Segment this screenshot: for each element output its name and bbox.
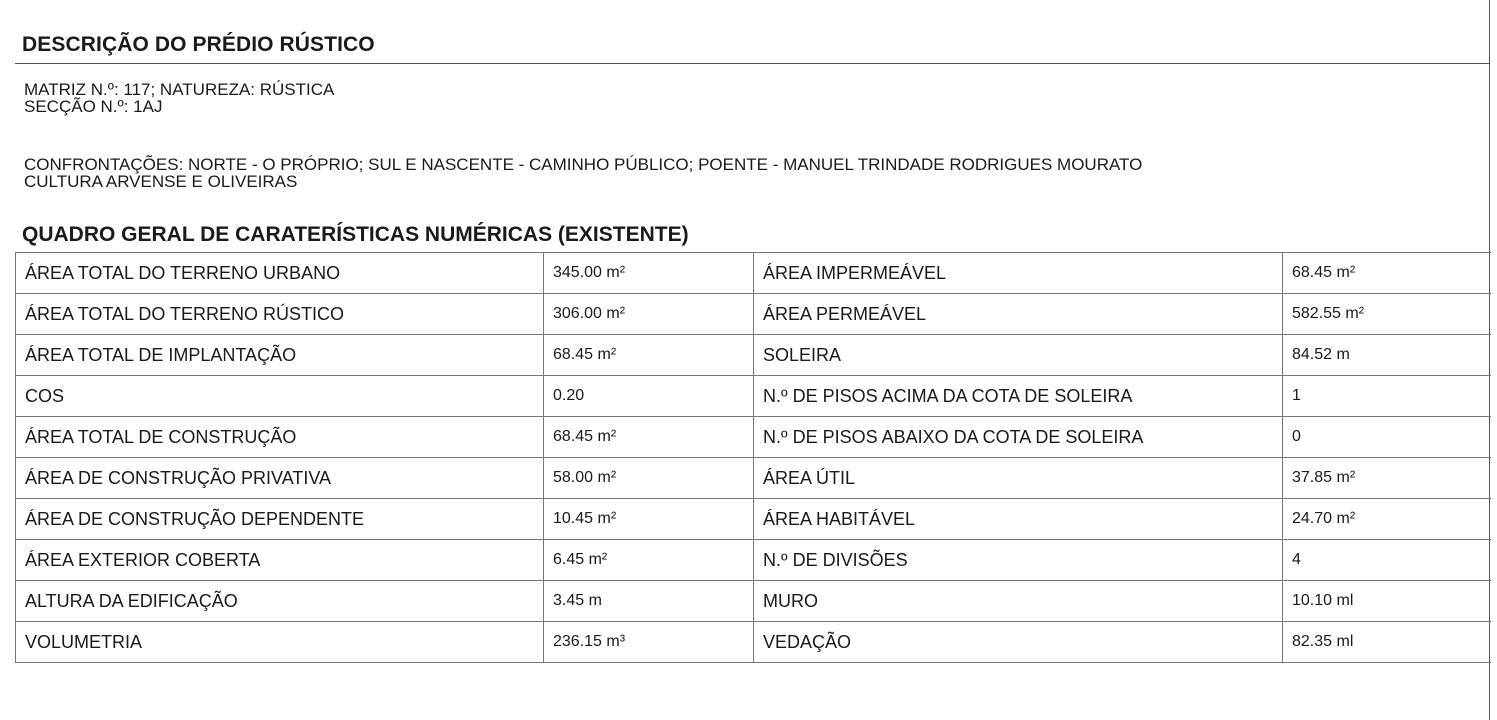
row-value-right: 82.35 ml [1283,622,1491,663]
row-label-right: N.º DE PISOS ABAIXO DA COTA DE SOLEIRA [754,417,1283,458]
row-value-left: 6.45 m² [544,540,754,581]
table-row [16,581,1491,622]
row-value-left: 58.00 m² [544,458,754,499]
table-row [16,253,1491,294]
row-value-left: 68.45 m² [544,335,754,376]
table-row [16,499,1491,540]
row-value-right: 0 [1283,417,1491,458]
row-value-right: 24.70 m² [1283,499,1491,540]
row-label-right: ÁREA HABITÁVEL [754,499,1283,540]
section-title-predio-rustico: DESCRIÇÃO DO PRÉDIO RÚSTICO [22,33,375,56]
row-label-right: N.º DE DIVISÕES [754,540,1283,581]
row-label-left: ÁREA DE CONSTRUÇÃO PRIVATIVA [16,458,544,499]
row-label-left: ALTURA DA EDIFICAÇÃO [16,581,544,622]
row-value-right: 10.10 ml [1283,581,1491,622]
table-row [16,335,1491,376]
row-value-right: 4 [1283,540,1491,581]
row-label-left: ÁREA TOTAL DE IMPLANTAÇÃO [16,335,544,376]
row-label-right: N.º DE PISOS ACIMA DA COTA DE SOLEIRA [754,376,1283,417]
row-value-left: 236.15 m³ [544,622,754,663]
section-title-quadro-geral: QUADRO GERAL DE CARATERÍSTICAS NUMÉRICAS (EXISTENTE) [22,223,689,246]
row-value-right: 1 [1283,376,1491,417]
row-value-right: 84.52 m [1283,335,1491,376]
row-value-left: 10.45 m² [544,499,754,540]
table-row [16,622,1491,663]
row-label-right: MURO [754,581,1283,622]
row-label-right: SOLEIRA [754,335,1283,376]
confrontacoes-line: CONFRONTAÇÕES: NORTE - O PRÓPRIO; SUL E NASCENTE - CAMINHO PÚBLICO; POENTE - MANUEL TRINDADE RODRIGUES MOURATO [24,155,1143,174]
row-label-right: ÁREA IMPERMEÁVEL [754,253,1283,294]
row-label-right: VEDAÇÃO [754,622,1283,663]
row-label-left: COS [16,376,544,417]
row-label-left: ÁREA DE CONSTRUÇÃO DEPENDENTE [16,499,544,540]
row-label-left: ÁREA TOTAL DE CONSTRUÇÃO [16,417,544,458]
row-value-left: 306.00 m² [544,294,754,335]
table-row [16,458,1491,499]
row-value-right: 68.45 m² [1283,253,1491,294]
row-label-right: ÁREA PERMEÁVEL [754,294,1283,335]
seccao-line: SECÇÃO N.º: 1AJ [24,97,163,116]
row-value-left: 0.20 [544,376,754,417]
row-value-left: 3.45 m [544,581,754,622]
characteristics-table [15,252,1491,663]
row-label-left: ÁREA TOTAL DO TERRENO RÚSTICO [16,294,544,335]
row-value-left: 345.00 m² [544,253,754,294]
section-divider [15,63,1490,64]
row-value-right: 37.85 m² [1283,458,1491,499]
row-label-right: ÁREA ÚTIL [754,458,1283,499]
row-value-left: 68.45 m² [544,417,754,458]
matriz-line: MATRIZ N.º: 117; NATUREZA: RÚSTICA [24,80,335,99]
row-label-left: VOLUMETRIA [16,622,544,663]
table-row [16,540,1491,581]
row-value-right: 582.55 m² [1283,294,1491,335]
table-row [16,294,1491,335]
table-row [16,417,1491,458]
table-row [16,376,1491,417]
row-label-left: ÁREA TOTAL DO TERRENO URBANO [16,253,544,294]
row-label-left: ÁREA EXTERIOR COBERTA [16,540,544,581]
cultura-line: CULTURA ARVENSE E OLIVEIRAS [24,172,298,191]
